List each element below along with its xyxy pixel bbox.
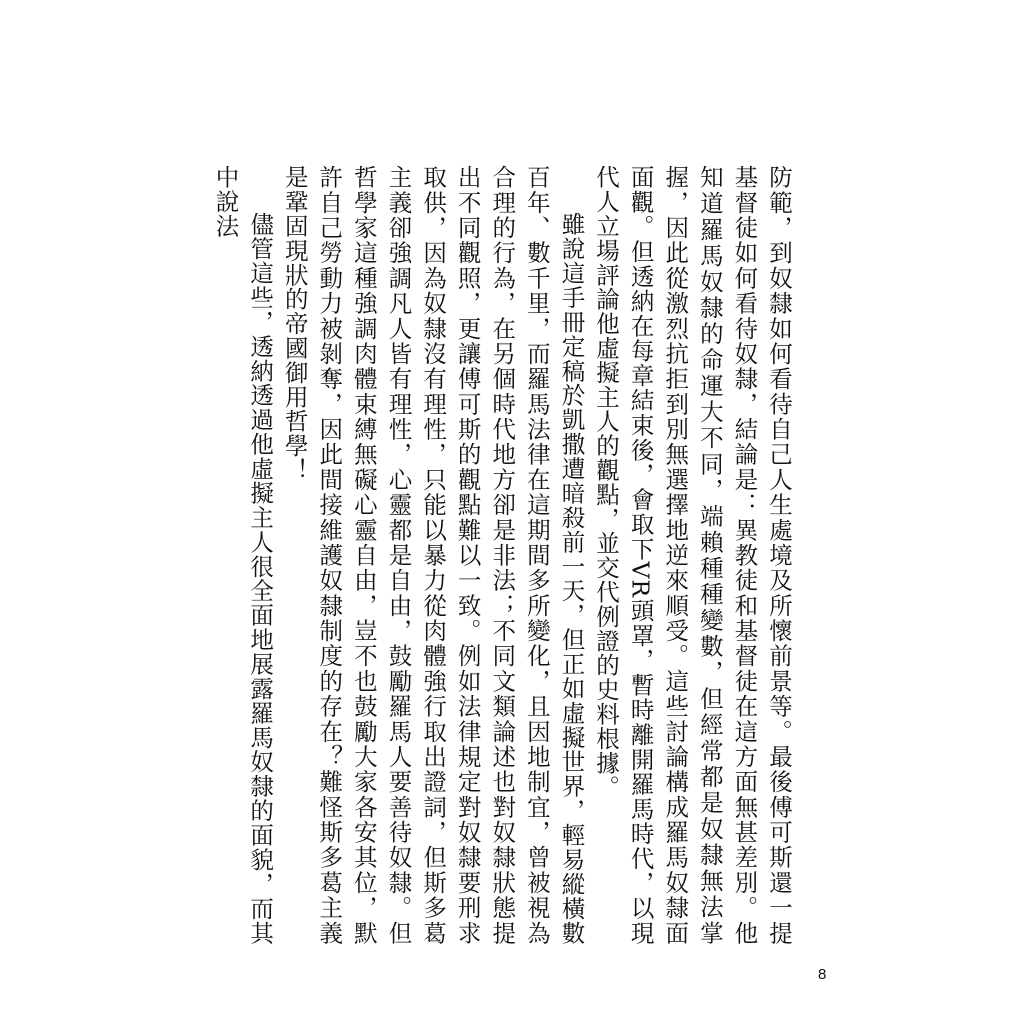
vertical-text-body: [208, 165, 796, 945]
paragraph-2: 雖說這手冊定稿於凱撒遭暗殺前一天，但正如虛擬世界，輕易縱橫數百年、數千里，而羅馬法律在這期間多所變化，且因地制宜，曾被視為合理的行為，在另個時代地方卻是非法；不同文類論述也對奴隸狀態提出不同觀照，更讓傅可斯的觀點難以一致。例如法律規定對奴隸要刑求取供，因為奴隸沒有理性，只能以暴力從肉體強行取出證詞，但斯多葛主義卻強調凡人皆有理性，心靈都是自由，鼓勵羅馬人要善待奴隸。但哲學家這種強調肉體束縛無礙心靈自由，豈不也鼓勵大家各安其位，默許自己勞動力被剝奪，因此間接維護奴隸制度的存在？難怪斯多葛主義是鞏固現狀的帝國御用哲學！: [280, 165, 586, 945]
paragraph-1: 防範，到奴隸如何看待自己人生處境及所懷前景等。最後傅可斯還一提基督徒如何看待奴隸，結論是：異教徒和基督徒在這方面無甚差別。他知道羅馬奴隸的命運大不同，端賴種種變數，但經常都是奴隸無法掌握，因此從激烈抗拒到別無選擇地逆來順受。這些討論構成羅馬奴隸面面觀。但透納在每章結束後，會取下VR頭罩，暫時離開羅馬時代，以現代人立場評論他虛擬主人的觀點，並交代例證的史料根據。: [592, 165, 793, 945]
paragraph-3: 儘管這些，透納透過他虛擬主人很全面地展露羅馬奴隸的面貌，而其中說法: [211, 165, 275, 945]
page-number: 8: [818, 966, 827, 983]
